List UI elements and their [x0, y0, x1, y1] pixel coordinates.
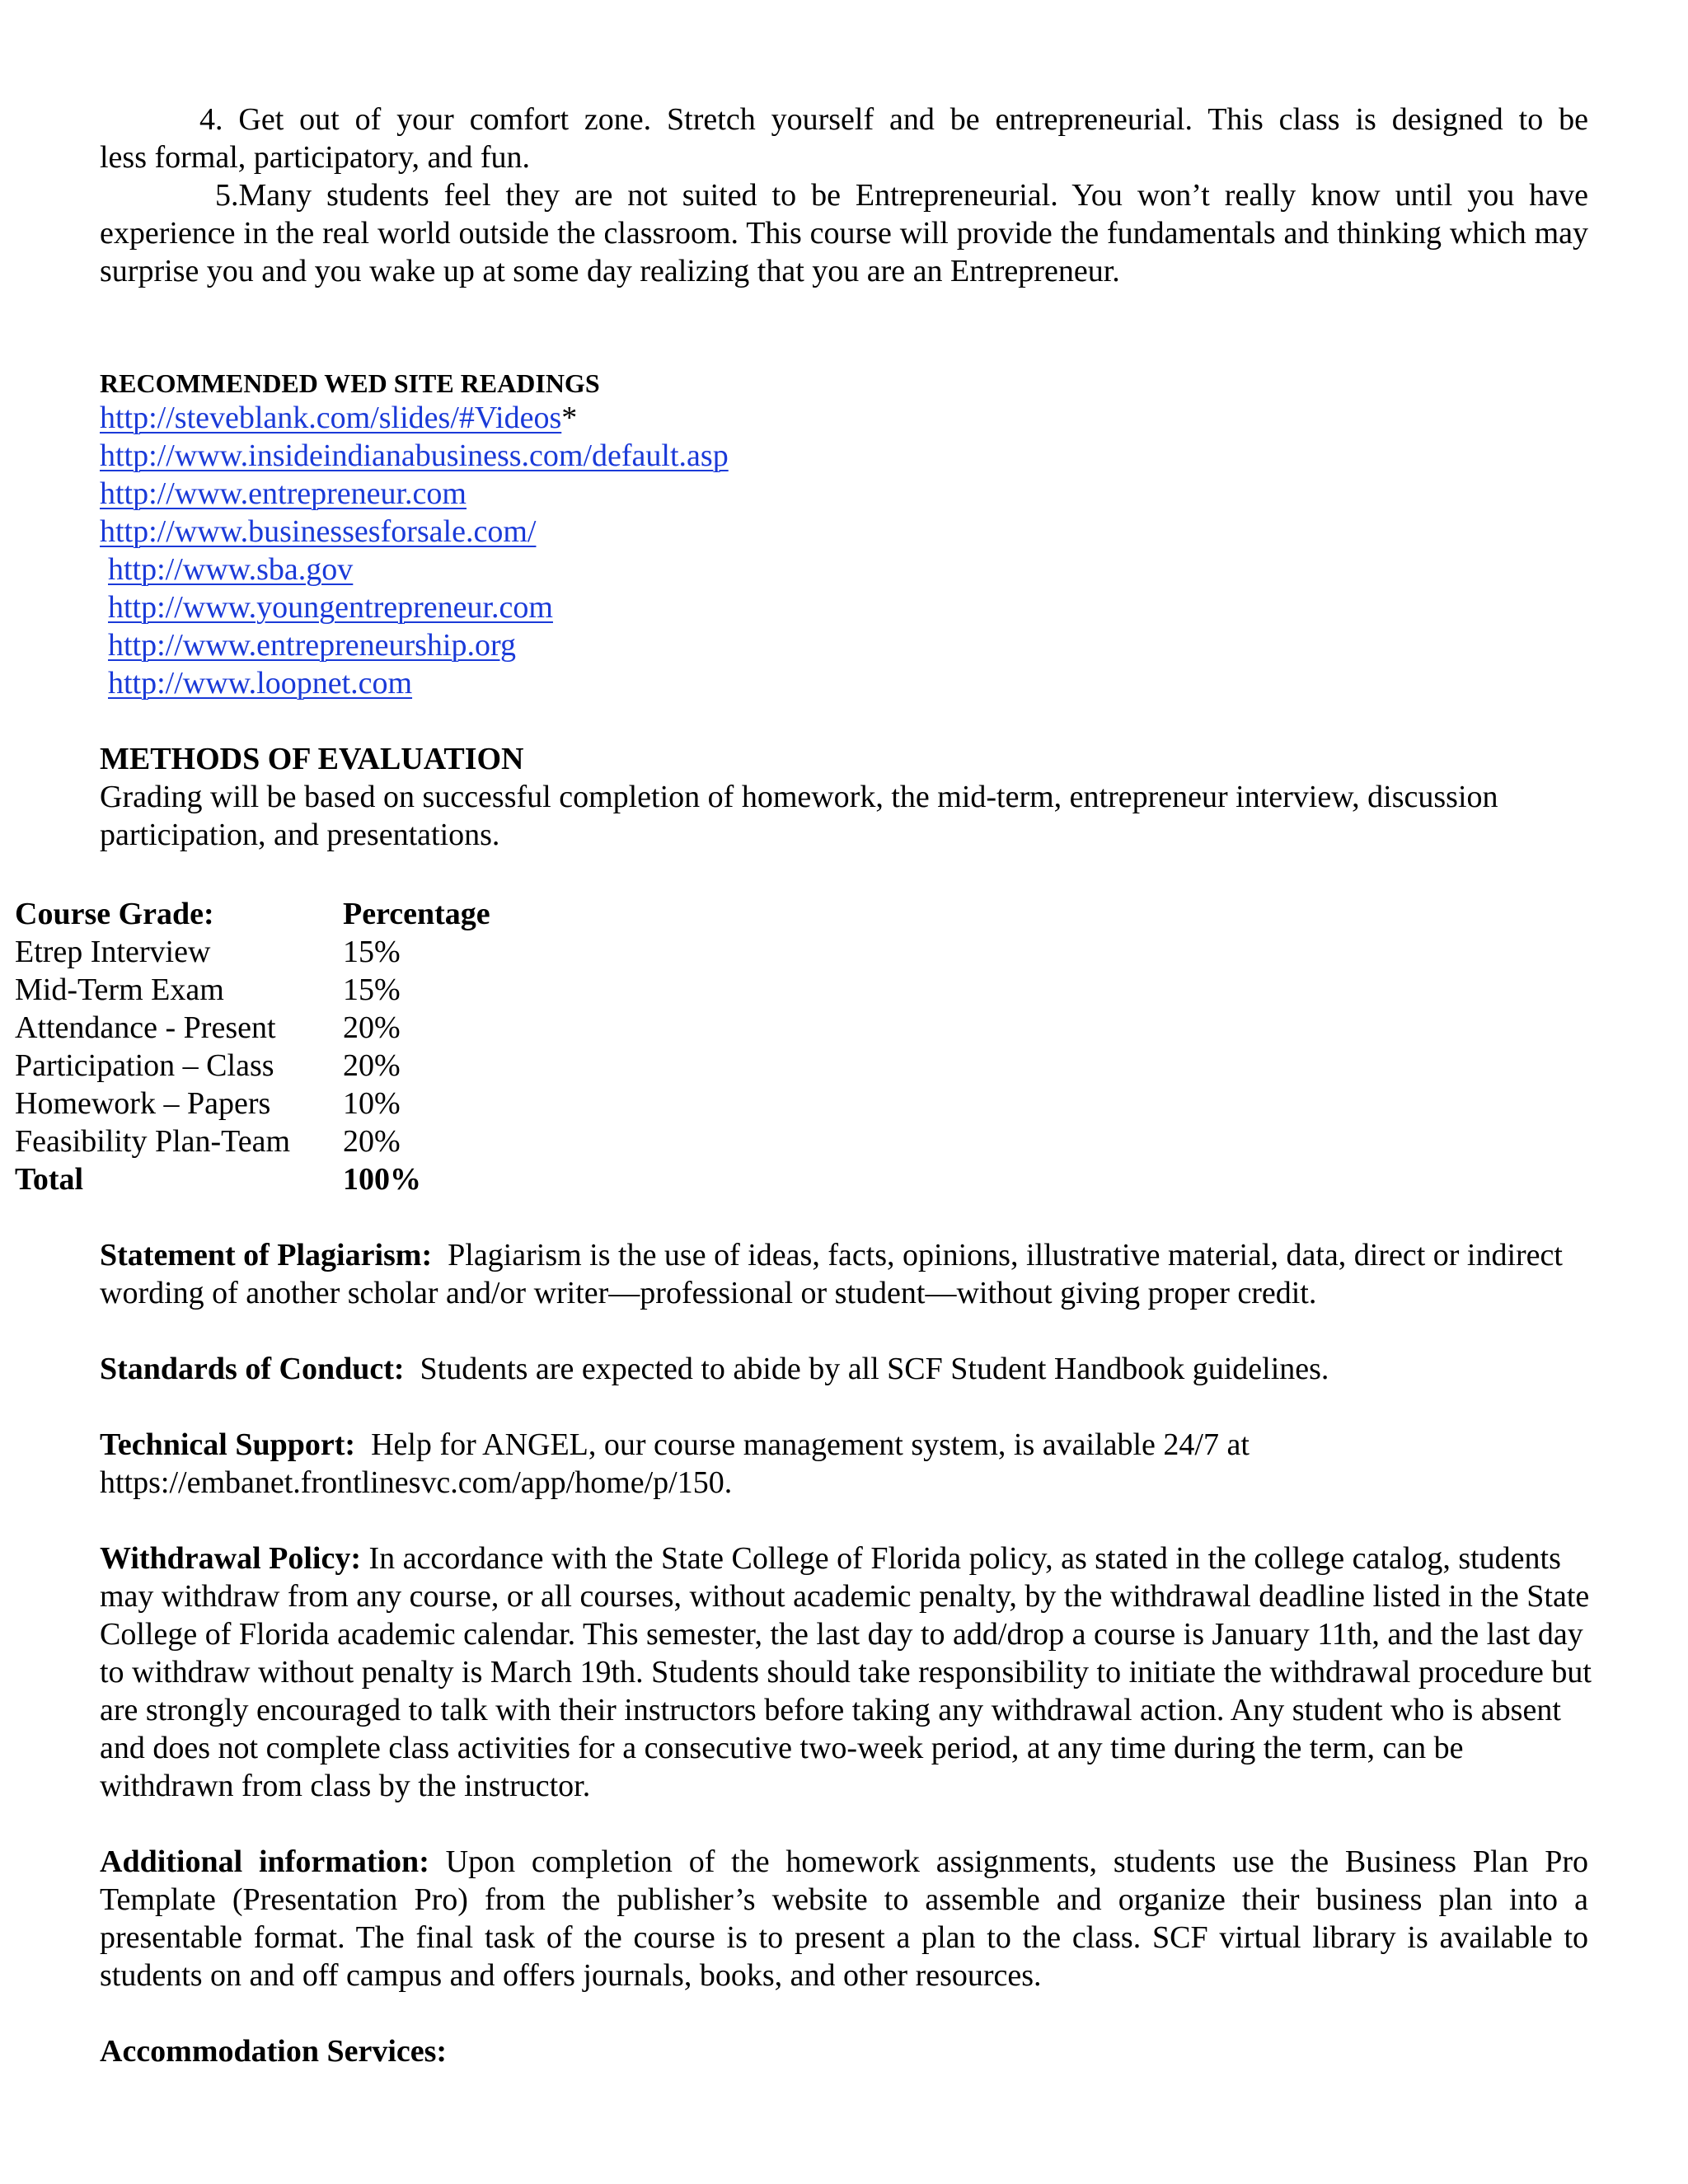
grade-total-label: Total	[15, 1162, 84, 1197]
intro-item-4-line2: less formal, participatory, and fun.	[100, 140, 530, 175]
grade-value: 20%	[343, 1010, 401, 1045]
grade-row	[15, 1085, 490, 1122]
grade-value: 20%	[343, 1048, 401, 1083]
readings-link-list	[100, 399, 729, 702]
grade-total-value: 100%	[343, 1162, 421, 1197]
grade-value: 10%	[343, 1086, 401, 1121]
accommodation-services	[100, 2032, 1588, 2070]
conduct-statement	[100, 1350, 1588, 1388]
grade-value: 15%	[343, 935, 401, 969]
reading-link-suffix: *	[561, 401, 578, 435]
reading-item	[100, 437, 729, 475]
reading-link[interactable]: http://www.businessesforsale.com/	[100, 514, 537, 549]
reading-link[interactable]: http://www.loopnet.com	[108, 666, 413, 701]
grade-header-label: Course Grade:	[15, 897, 214, 931]
support-statement	[100, 1426, 1588, 1502]
intro-item-5: 5.Many students feel they are not suited to be Entrepreneurial. You won’t really know until you have experience in the real world outside the classroom. This course will provide the fundamentals and thinking which may surprise you and you wake up at some day realizing that you are an Entrepreneur.	[100, 178, 1588, 288]
reading-link[interactable]: http://www.sba.gov	[108, 552, 354, 587]
grade-row	[15, 1122, 490, 1160]
grade-label: Mid-Term Exam	[15, 972, 224, 1007]
reading-item	[100, 399, 729, 437]
grade-header-value: Percentage	[343, 897, 490, 931]
reading-item	[100, 588, 729, 626]
accommodation-label: Accommodation Services:	[100, 2034, 448, 2069]
reading-link[interactable]: http://www.insideindianabusiness.com/default.asp	[100, 438, 729, 473]
grade-label: Etrep Interview	[15, 935, 211, 969]
intro-item-4	[100, 101, 1588, 176]
grade-value: 15%	[343, 972, 401, 1007]
grade-row	[15, 1047, 490, 1085]
additional-label: Additional information:	[100, 1844, 429, 1879]
evaluation-text: Grading will be based on successful completion of homework, the mid-term, entrepreneur interview, discussion participation, and presentations.	[100, 780, 1498, 852]
additional-text: Upon completion of the homework assignments, students use the Business Plan Pro Template (Presentation Pro) from the publisher’s website to assemble and organize their business plan into a presentable format. The final task of the course is to present a plan to the class. SCF virtual library is available to students on and off campus and offers journals, books, and other resources.	[100, 1844, 1588, 1993]
grade-row	[15, 933, 490, 971]
conduct-label: Standards of Conduct:	[100, 1352, 405, 1386]
plagiarism-statement	[100, 1236, 1567, 1312]
grade-table	[15, 895, 490, 1198]
reading-item	[100, 475, 729, 513]
additional-information	[100, 1843, 1588, 1994]
intro-item-4-line1: 4. Get out of your comfort zone. Stretch yourself and be entrepreneurial. This class is designed to be	[199, 102, 1588, 137]
grade-label: Attendance - Present	[15, 1010, 276, 1045]
withdrawal-text: In accordance with the State College of Florida policy, as stated in the college catalog, students may withdraw from any course, or all courses, without academic penalty, by the withdrawal deadline listed in the State College of Florida academic calendar. This semester, the last day to add/drop a course is January 11th, and the last day to withdraw without penalty is March 19th. Students should take responsibility to initiate the withdrawal procedure but are strongly encouraged to talk with their instructors before taking any withdrawal action. Any student who is absent and does not complete class activities for a consecutive two-week period, at any time during the term, can be withdrawn from class by the instructor.	[100, 1541, 1592, 1803]
grade-total-row	[15, 1160, 490, 1198]
grade-value: 20%	[343, 1124, 401, 1159]
reading-link[interactable]: http://www.youngentrepreneur.com	[108, 590, 553, 625]
reading-link[interactable]: http://steveblank.com/slides/#Videos	[100, 401, 562, 435]
reading-link[interactable]: http://www.entrepreneur.com	[100, 476, 467, 511]
plagiarism-label: Statement of Plagiarism:	[100, 1238, 433, 1272]
reading-item	[100, 551, 729, 588]
support-text: Help for ANGEL, our course management system, is available 24/7 at	[371, 1427, 1250, 1462]
grade-label: Homework – Papers	[15, 1086, 271, 1121]
grade-label: Feasibility Plan-Team	[15, 1124, 291, 1159]
grade-label: Participation – Class	[15, 1048, 274, 1083]
withdrawal-label: Withdrawal Policy:	[100, 1541, 362, 1576]
evaluation-title: METHODS OF EVALUATION	[100, 742, 524, 776]
support-label: Technical Support:	[100, 1427, 356, 1462]
plagiarism-text: Plagiarism is the use of ideas, facts, opinions, illustrative material, data, direct or indirect wording of another scholar and/or writer—professional or student—without giving proper credit.	[100, 1238, 1563, 1310]
grade-row	[15, 1009, 490, 1047]
reading-item	[100, 664, 729, 702]
reading-item	[100, 626, 729, 664]
withdrawal-policy	[100, 1540, 1593, 1805]
readings-heading: RECOMMENDED WED SITE READINGS	[100, 368, 600, 398]
reading-item	[100, 513, 729, 551]
grade-table-header	[15, 895, 490, 933]
conduct-text: Students are expected to abide by all SCF Student Handbook guidelines.	[420, 1352, 1329, 1386]
reading-link[interactable]: http://www.entrepreneurship.org	[108, 628, 516, 663]
grade-row	[15, 971, 490, 1009]
support-url: https://embanet.frontlinesvc.com/app/home/p/150.	[100, 1465, 733, 1500]
